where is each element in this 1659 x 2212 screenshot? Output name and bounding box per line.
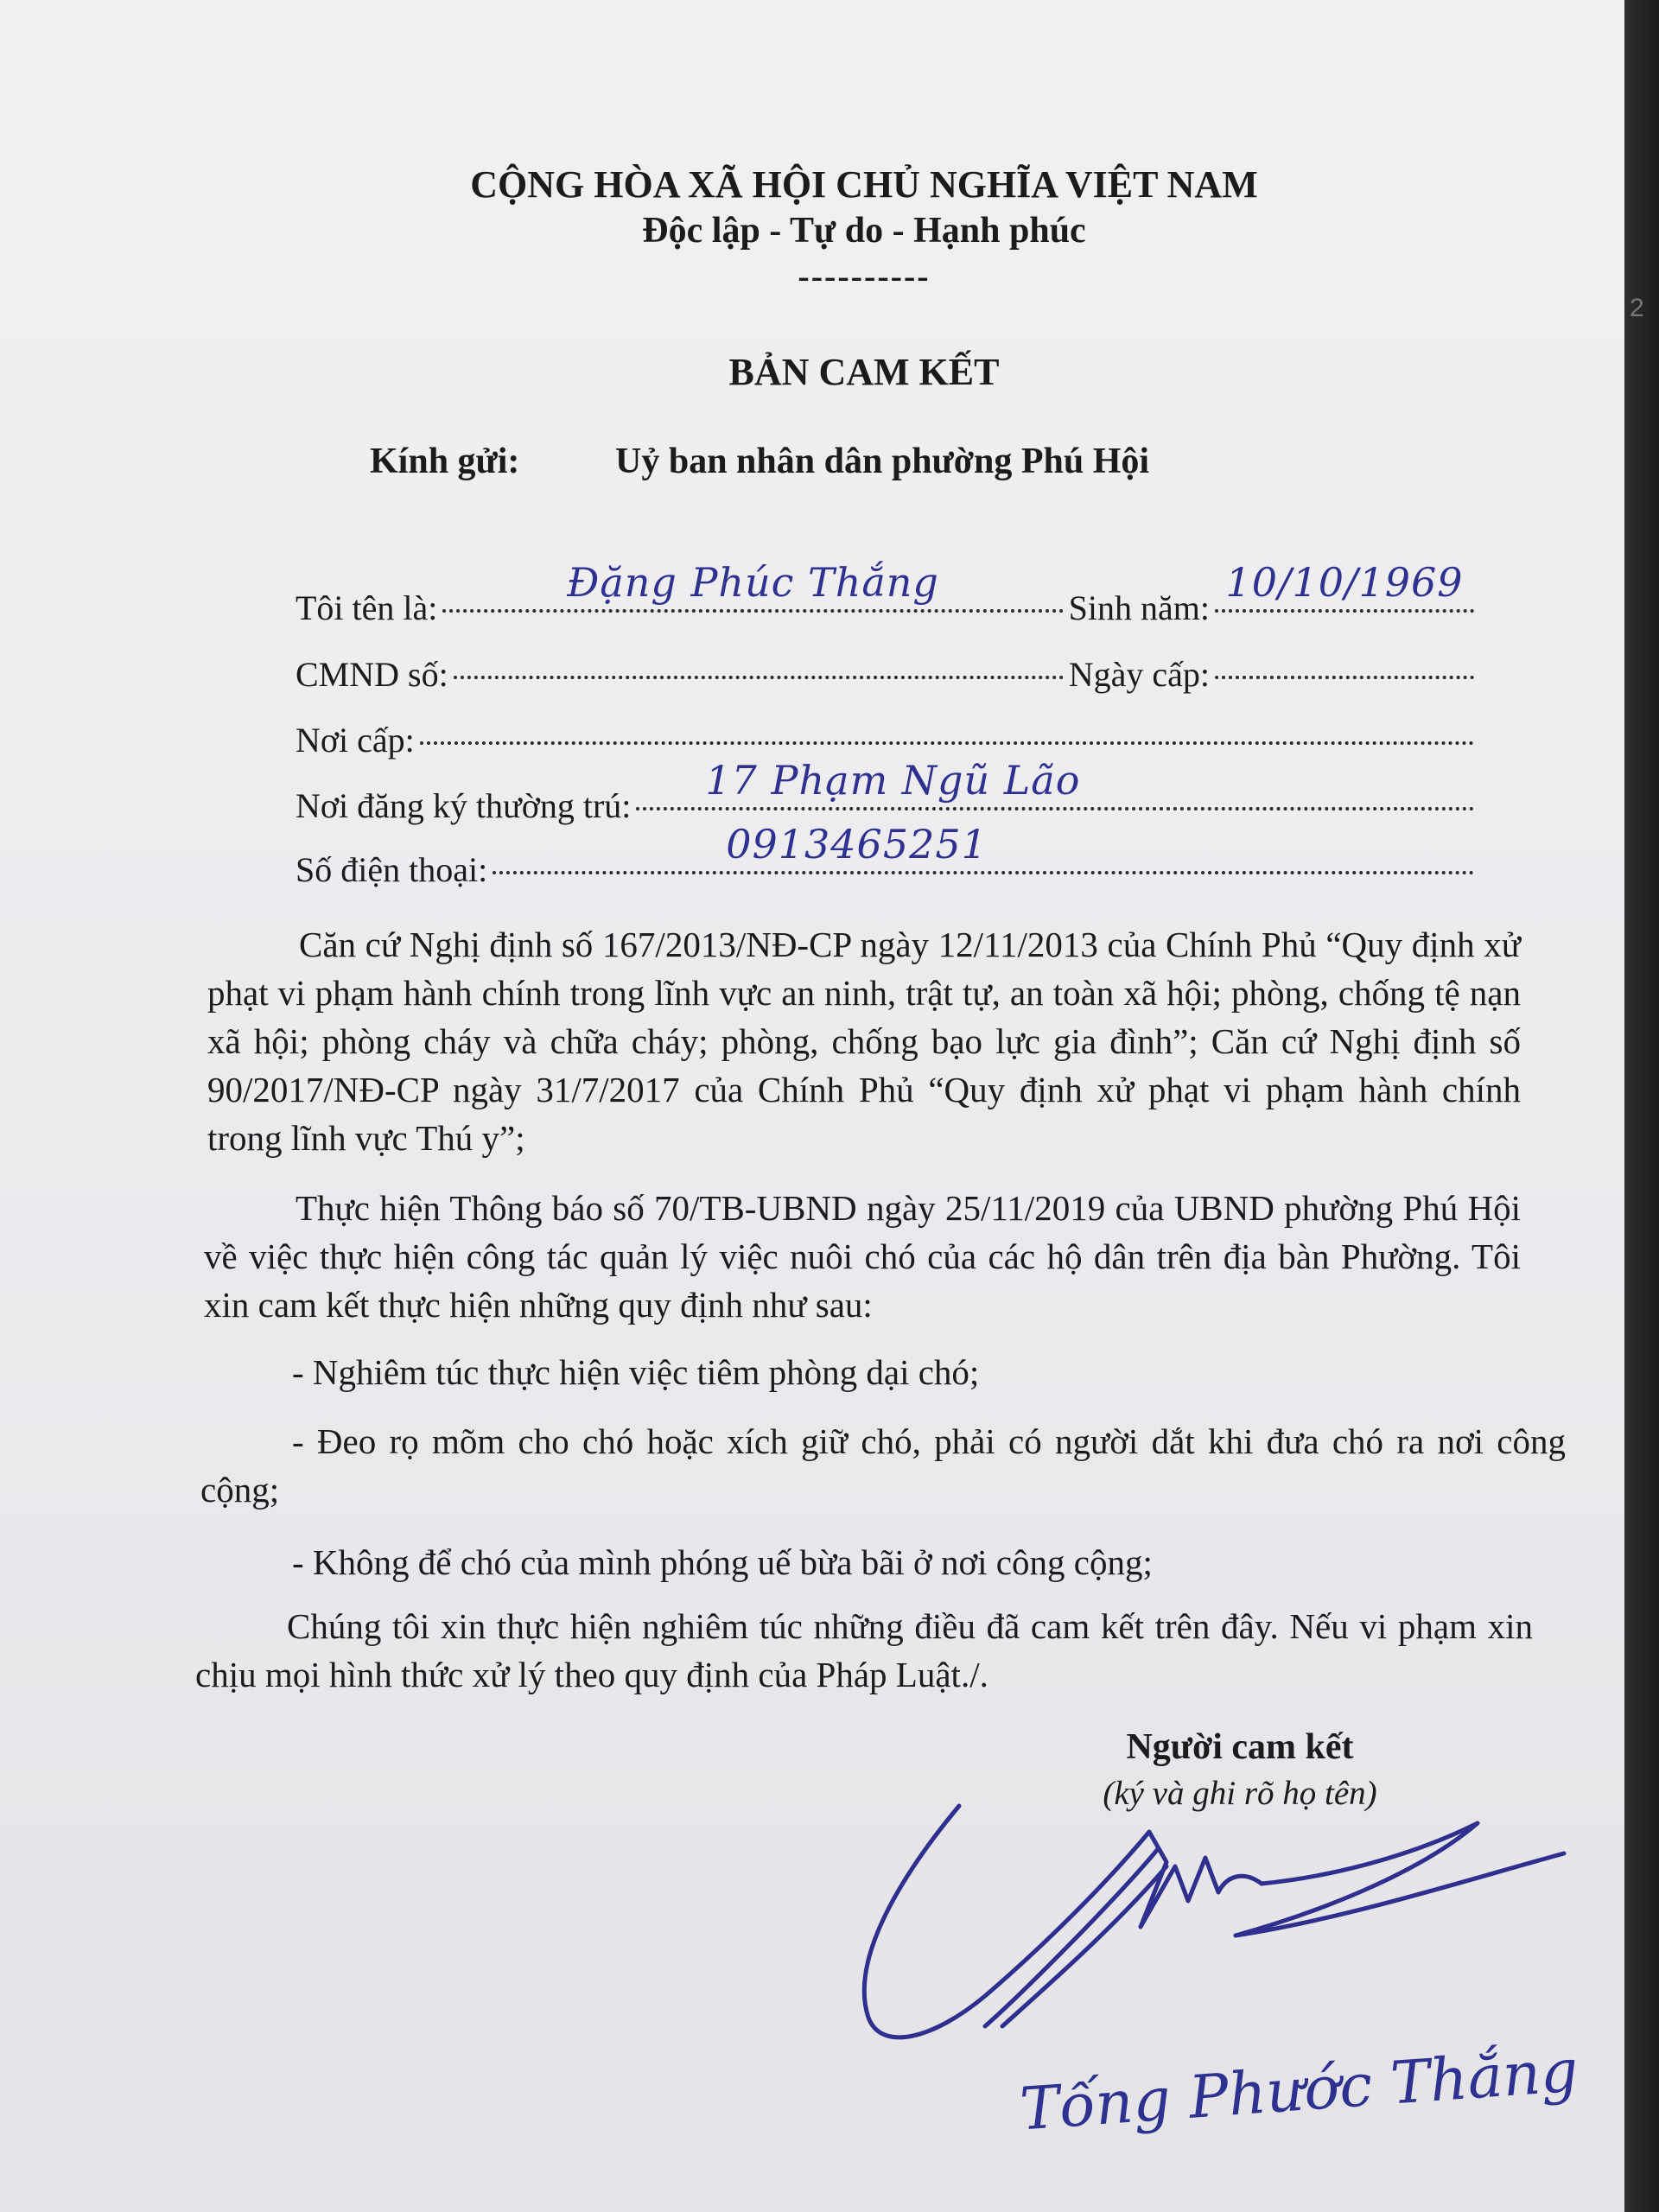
page-edge (1624, 0, 1659, 2212)
name-handwritten: Đặng Phúc Thắng (567, 559, 939, 606)
paragraph-legal-basis: Căn cứ Nghị định số 167/2013/NĐ-CP ngày 12/11/2013 của Chính Phủ “Quy định xử phạt vi phạm hành chính trong lĩnh vực an ninh, trật tự, an toàn xã hội; phòng, chống tệ nạn xã hội; phòng cháy và chữa cháy; phòng, chống bạo lực gia đình”; Căn cứ Nghị định số 90/2017/NĐ-CP ngày 31/7/2017 của Chính Phủ “Quy định xử phạt vi phạm hành chính trong lĩnh vực Thú y”; (207, 925, 1521, 1158)
birth-handwritten: 10/10/1969 (1225, 559, 1464, 606)
phone-handwritten: 0913465251 (726, 821, 988, 868)
list-item: - Không để chó của mình phóng uế bừa bãi ở nơi công cộng; (292, 1542, 1153, 1582)
id-label: CMND số: (296, 655, 448, 694)
name-label: Tôi tên là: (296, 588, 438, 627)
birth-label: Sinh năm: (1068, 588, 1210, 627)
phone-label: Số điện thoại: (296, 850, 488, 889)
list-item: - Đeo rọ mõm cho chó hoặc xích giữ chó, phải có người dắt khi đưa chó ra nơi công cộng; (200, 1421, 1566, 1510)
edge-mark: 2 (1630, 294, 1644, 322)
recipient-label: Kính gửi: (370, 442, 520, 481)
header-separator: ---------- (798, 257, 931, 296)
document-title: BẢN CAM KẾT (728, 351, 1000, 393)
address-label: Nơi đăng ký thường trú: (296, 786, 632, 825)
paragraph-notice: Thực hiện Thông báo số 70/TB-UBND ngày 25/11/2019 của UBND phường Phú Hội về việc thực hiện công tác quản lý việc nuôi chó của các hộ dân trên địa bàn Phường. Tôi xin cam kết thực hiện những quy định như sau: (204, 1188, 1521, 1325)
signature-note: (ký và ghi rõ họ tên) (1103, 1775, 1377, 1812)
list-item: - Nghiêm túc thực hiện việc tiêm phòng dại chó; (292, 1352, 980, 1392)
country-header: CỘNG HÒA XÃ HỘI CHỦ NGHĨA VIỆT NAM (470, 163, 1258, 206)
address-handwritten: 17 Phạm Ngũ Lão (705, 757, 1081, 804)
paragraph-closing: Chúng tôi xin thực hiện nghiêm túc những điều đã cam kết trên đây. Nếu vi phạm xin chịu mọi hình thức xử lý theo quy định của Pháp Luật./. (195, 1606, 1533, 1694)
motto: Độc lập - Tự do - Hạnh phúc (642, 211, 1086, 251)
signature-handwritten-name: Tống Phước Thắng (1018, 2037, 1580, 2145)
recipient-value: Uỷ ban nhân dân phường Phú Hội (615, 442, 1150, 481)
issue-place-label: Nơi cấp: (296, 721, 415, 760)
signature-title: Người cam kết (1126, 1727, 1354, 1767)
issue-date-label: Ngày cấp: (1068, 655, 1210, 694)
